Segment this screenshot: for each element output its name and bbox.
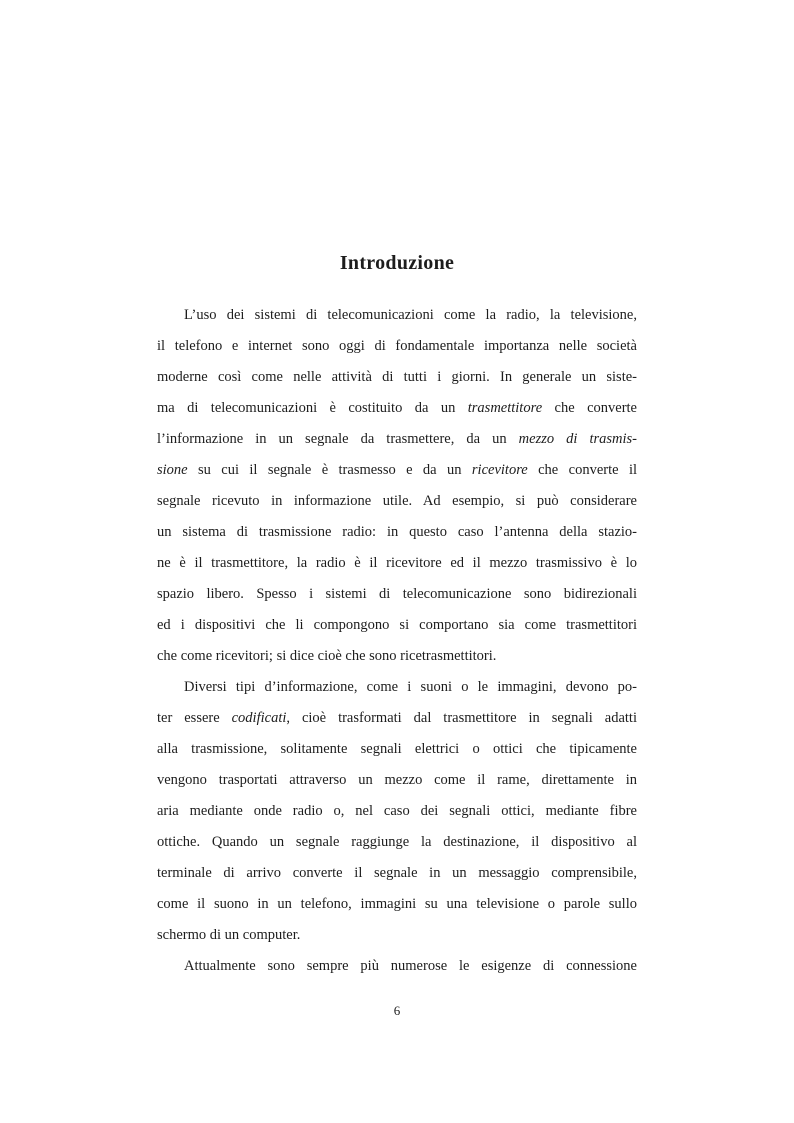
document-body	[157, 300, 637, 982]
text-line: il telefono e internet sono oggi di fondamentale importanza nelle società	[157, 338, 637, 354]
text-line: l’informazione in un segnale da trasmettere, da un mezzo di trasmis-	[157, 431, 637, 447]
text-line: alla trasmissione, solitamente segnali elettrici o ottici che tipicamente	[157, 741, 637, 757]
text-line: ter essere codificati, cioè trasformati dal trasmettitore in segnali adatti	[157, 710, 637, 726]
text-line: spazio libero. Spesso i sistemi di telecomunicazione sono bidirezionali	[157, 586, 637, 602]
text-line: Attualmente sono sempre più numerose le esigenze di connessione	[184, 958, 637, 974]
text-line: ottiche. Quando un segnale raggiunge la destinazione, il dispositivo al	[157, 834, 637, 850]
text-line: moderne così come nelle attività di tutti i giorni. In generale un siste-	[157, 369, 637, 385]
text-line: un sistema di trasmissione radio: in questo caso l’antenna della stazio-	[157, 524, 637, 540]
text-line: ne è il trasmettitore, la radio è il ricevitore ed il mezzo trasmissivo è lo	[157, 555, 637, 571]
text-line: Diversi tipi d’informazione, come i suoni o le immagini, devono po-	[184, 679, 637, 695]
text-line: terminale di arrivo converte il segnale in un messaggio comprensibile,	[157, 865, 637, 881]
text-line: segnale ricevuto in informazione utile. Ad esempio, si può considerare	[157, 493, 637, 509]
text-line: L’uso dei sistemi di telecomunicazioni come la radio, la televisione,	[184, 307, 637, 323]
text-line: come il suono in un telefono, immagini su una televisione o parole sullo	[157, 896, 637, 912]
text-line: aria mediante onde radio o, nel caso dei segnali ottici, mediante fibre	[157, 803, 637, 819]
text-line: sione su cui il segnale è trasmesso e da un ricevitore che converte il	[157, 462, 637, 478]
text-line: che come ricevitori; si dice cioè che sono ricetrasmettitori.	[157, 648, 497, 664]
text-line: schermo di un computer.	[157, 927, 301, 943]
text-line: ma di telecomunicazioni è costituito da un trasmettitore che converte	[157, 400, 637, 416]
page-title: Introduzione	[339, 252, 455, 274]
text-line: ed i dispositivi che li compongono si comportano sia come trasmettitori	[157, 617, 637, 633]
page-number: 6	[393, 1003, 401, 1018]
text-line: vengono trasportati attraverso un mezzo come il rame, direttamente in	[157, 772, 637, 788]
